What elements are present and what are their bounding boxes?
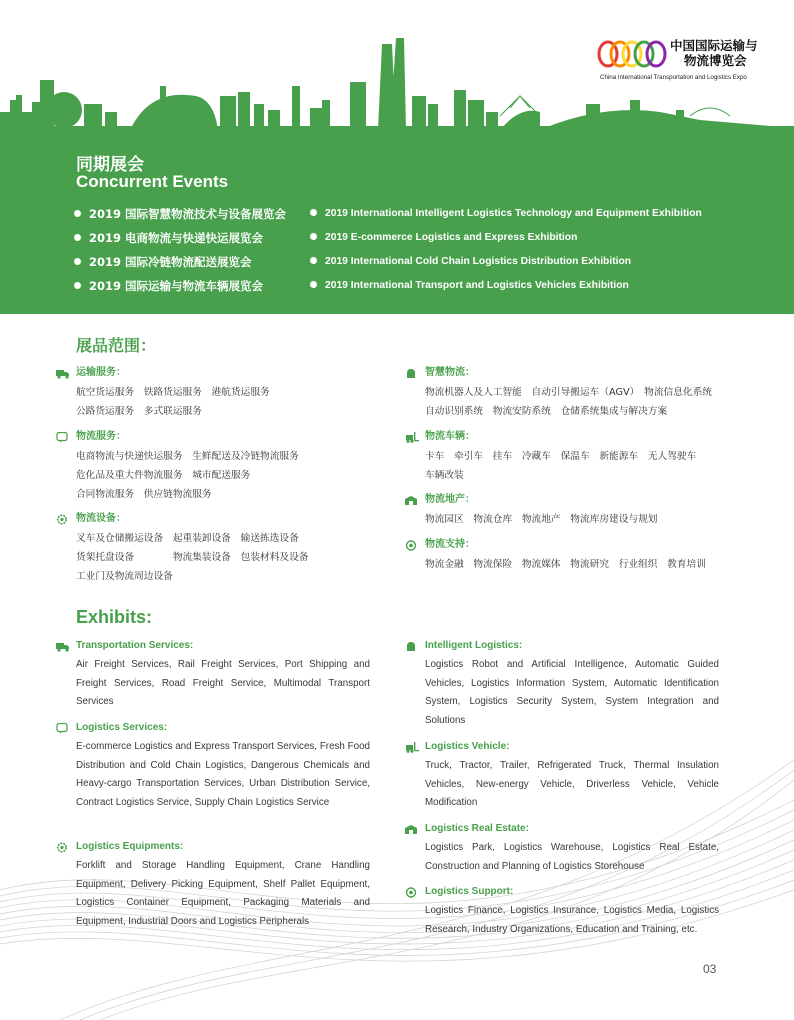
en-real-estate-section xyxy=(407,822,719,876)
chat-bubble-icon xyxy=(56,723,70,734)
events-list-cn xyxy=(74,206,286,302)
concurrent-events-band xyxy=(0,128,794,314)
en-vehicle-section xyxy=(407,740,719,813)
list-item: 2019 国际运输与物流车辆展览会 xyxy=(74,278,286,302)
bullet-icon xyxy=(310,257,317,264)
section-heading: Logistics Vehicle: xyxy=(425,741,510,752)
list-item: 2019 国际智慧物流技术与设备展览会 xyxy=(74,206,286,230)
support-circle-icon xyxy=(405,887,419,898)
list-item: 2019 International Cold Chain Logistics Distribution Exhibition xyxy=(310,256,702,280)
section-heading: Logistics Equipments: xyxy=(76,841,184,852)
page-number: 03 xyxy=(703,962,717,976)
section-heading: Logistics Services: xyxy=(76,722,168,733)
section-body: Logistics Finance, Logistics Insurance, Logistics Media, Logistics Research, Industry Organizations, Education and Training, etc. xyxy=(425,905,719,935)
en-support-section xyxy=(407,885,719,939)
robot-icon xyxy=(405,368,419,379)
events-list-en xyxy=(310,208,702,304)
bullet-icon xyxy=(74,210,81,217)
list-item: 2019 International Transport and Logistics Vehicles Exhibition xyxy=(310,280,702,304)
bullet-icon xyxy=(74,258,81,265)
cn-transport-section: 运输服务： 航空货运服务 铁路货运服务 港航货运服务 公路货运服务 多式联运服务 xyxy=(58,366,388,421)
cn-real-estate-section: 物流地产： 物流园区 物流仓库 物流地产 物流库房建设与规划 xyxy=(407,493,777,529)
section-heading: 物流服务： xyxy=(76,431,126,442)
cn-vehicle-section: 物流车辆： 卡车 牵引车 挂车 冷藏车 保温车 新能源车 无人驾驶车 车辆改装 xyxy=(407,430,777,485)
truck-icon xyxy=(56,368,70,379)
section-heading: Transportation Services: xyxy=(76,640,194,651)
section-heading: 物流车辆： xyxy=(425,431,475,442)
en-equipment-section xyxy=(58,840,370,931)
gear-icon xyxy=(56,842,70,853)
en-transport-section xyxy=(58,639,370,712)
forklift-icon xyxy=(405,432,419,443)
en-intelligent-section xyxy=(407,639,719,730)
bullet-icon xyxy=(74,282,81,289)
en-logistics-services-section xyxy=(58,721,370,812)
exhibits-title-cn: 展品范围： xyxy=(76,336,157,355)
section-heading: 物流地产： xyxy=(425,494,475,505)
cn-intelligent-section: 智慧物流： 物流机器人及人工智能 自动引导搬运车（AGV） 物流信息化系统 自动识别系统 物流安防系统 仓储系统集成与解决方案 xyxy=(407,366,777,421)
section-heading: 智慧物流： xyxy=(425,367,475,378)
logo-rings-icon xyxy=(596,38,668,72)
concurrent-events-title-en: Concurrent Events xyxy=(76,172,229,191)
bullet-icon xyxy=(310,281,317,288)
support-circle-icon xyxy=(405,540,419,551)
chat-bubble-icon xyxy=(56,432,70,443)
page-header xyxy=(0,0,794,135)
section-heading: Logistics Support: xyxy=(425,886,514,897)
warehouse-icon xyxy=(405,824,419,835)
section-body: Forklift and Storage Handling Equipment, Crane Handling Equipment, Delivery Picking Equipment, Shelf Pallet Equipment, Logistics Container Equipment, Packaging Materials and Equipment, Industrial Doors and Logistics Peripherals xyxy=(76,860,370,927)
section-body: Truck, Tractor, Trailer, Refrigerated Truck, Thermal Insulation Vehicles, New-energy Vehicle, Driverless Vehicle, Vehicle Modification xyxy=(425,760,719,809)
section-heading: 物流支持： xyxy=(425,539,475,550)
list-item: 2019 E-commerce Logistics and Express Exhibition xyxy=(310,232,702,256)
gear-icon xyxy=(56,514,70,525)
cn-logistics-services-section: 物流服务： 电商物流与快递快运服务 生鲜配送及冷链物流服务 危化品及重大件物流服务 城市配送服务 合同物流服务 供应链物流服务 xyxy=(58,430,388,504)
section-body: Logistics Park, Logistics Warehouse, Logistics Real Estate, Construction and Planning of Logistics Storehouse xyxy=(425,842,719,872)
truck-icon xyxy=(56,641,70,652)
concurrent-events-title-cn: 同期展会 xyxy=(76,155,144,175)
cn-support-section: 物流支持： 物流金融 物流保险 物流媒体 物流研究 行业组织 教育培训 xyxy=(407,538,777,574)
section-heading: Logistics Real Estate: xyxy=(425,823,529,834)
section-body: E-commerce Logistics and Express Transport Services, Fresh Food Distribution and Cold Chain Logistics, Dangerous Chemicals and Heavy-cargo Transportation Services, Urban Distribution Service, Contract Logistics Service, Supply Chain Logistics Service xyxy=(76,741,370,808)
list-item: 2019 International Intelligent Logistics Technology and Equipment Exhibition xyxy=(310,208,702,232)
section-body: Logistics Robot and Artificial Intelligence, Automatic Guided Vehicles, Logistics Information System, Automatic Identification System, Logistics Security System, System Integration and Solutions xyxy=(425,659,719,726)
logo-title-cn: 中国国际运输与 物流博览会 xyxy=(670,38,758,68)
exhibits-title-en: Exhibits: xyxy=(76,607,153,627)
section-heading: Intelligent Logistics: xyxy=(425,640,523,651)
expo-logo xyxy=(596,38,794,90)
forklift-icon xyxy=(405,742,419,753)
bullet-icon xyxy=(310,209,317,216)
cn-equipment-section: 物流设备： 叉车及仓储搬运设备 起重装卸设备 输送拣选设备 货架托盘设备 物流集装设备 包装材料及设备 工业门及物流周边设备 xyxy=(58,512,388,586)
section-heading: 物流设备： xyxy=(76,513,126,524)
bullet-icon xyxy=(74,234,81,241)
logo-title-en: China International Transportation and Logistics Expo xyxy=(600,74,747,81)
robot-icon xyxy=(405,641,419,652)
section-body: Air Freight Services, Rail Freight Services, Port Shipping and Freight Services, Road Freight Service, Multimodal Transport Services xyxy=(76,659,370,708)
section-heading: 运输服务： xyxy=(76,367,126,378)
list-item: 2019 国际冷链物流配送展览会 xyxy=(74,254,286,278)
warehouse-icon xyxy=(405,495,419,506)
list-item: 2019 电商物流与快递快运展览会 xyxy=(74,230,286,254)
bullet-icon xyxy=(310,233,317,240)
